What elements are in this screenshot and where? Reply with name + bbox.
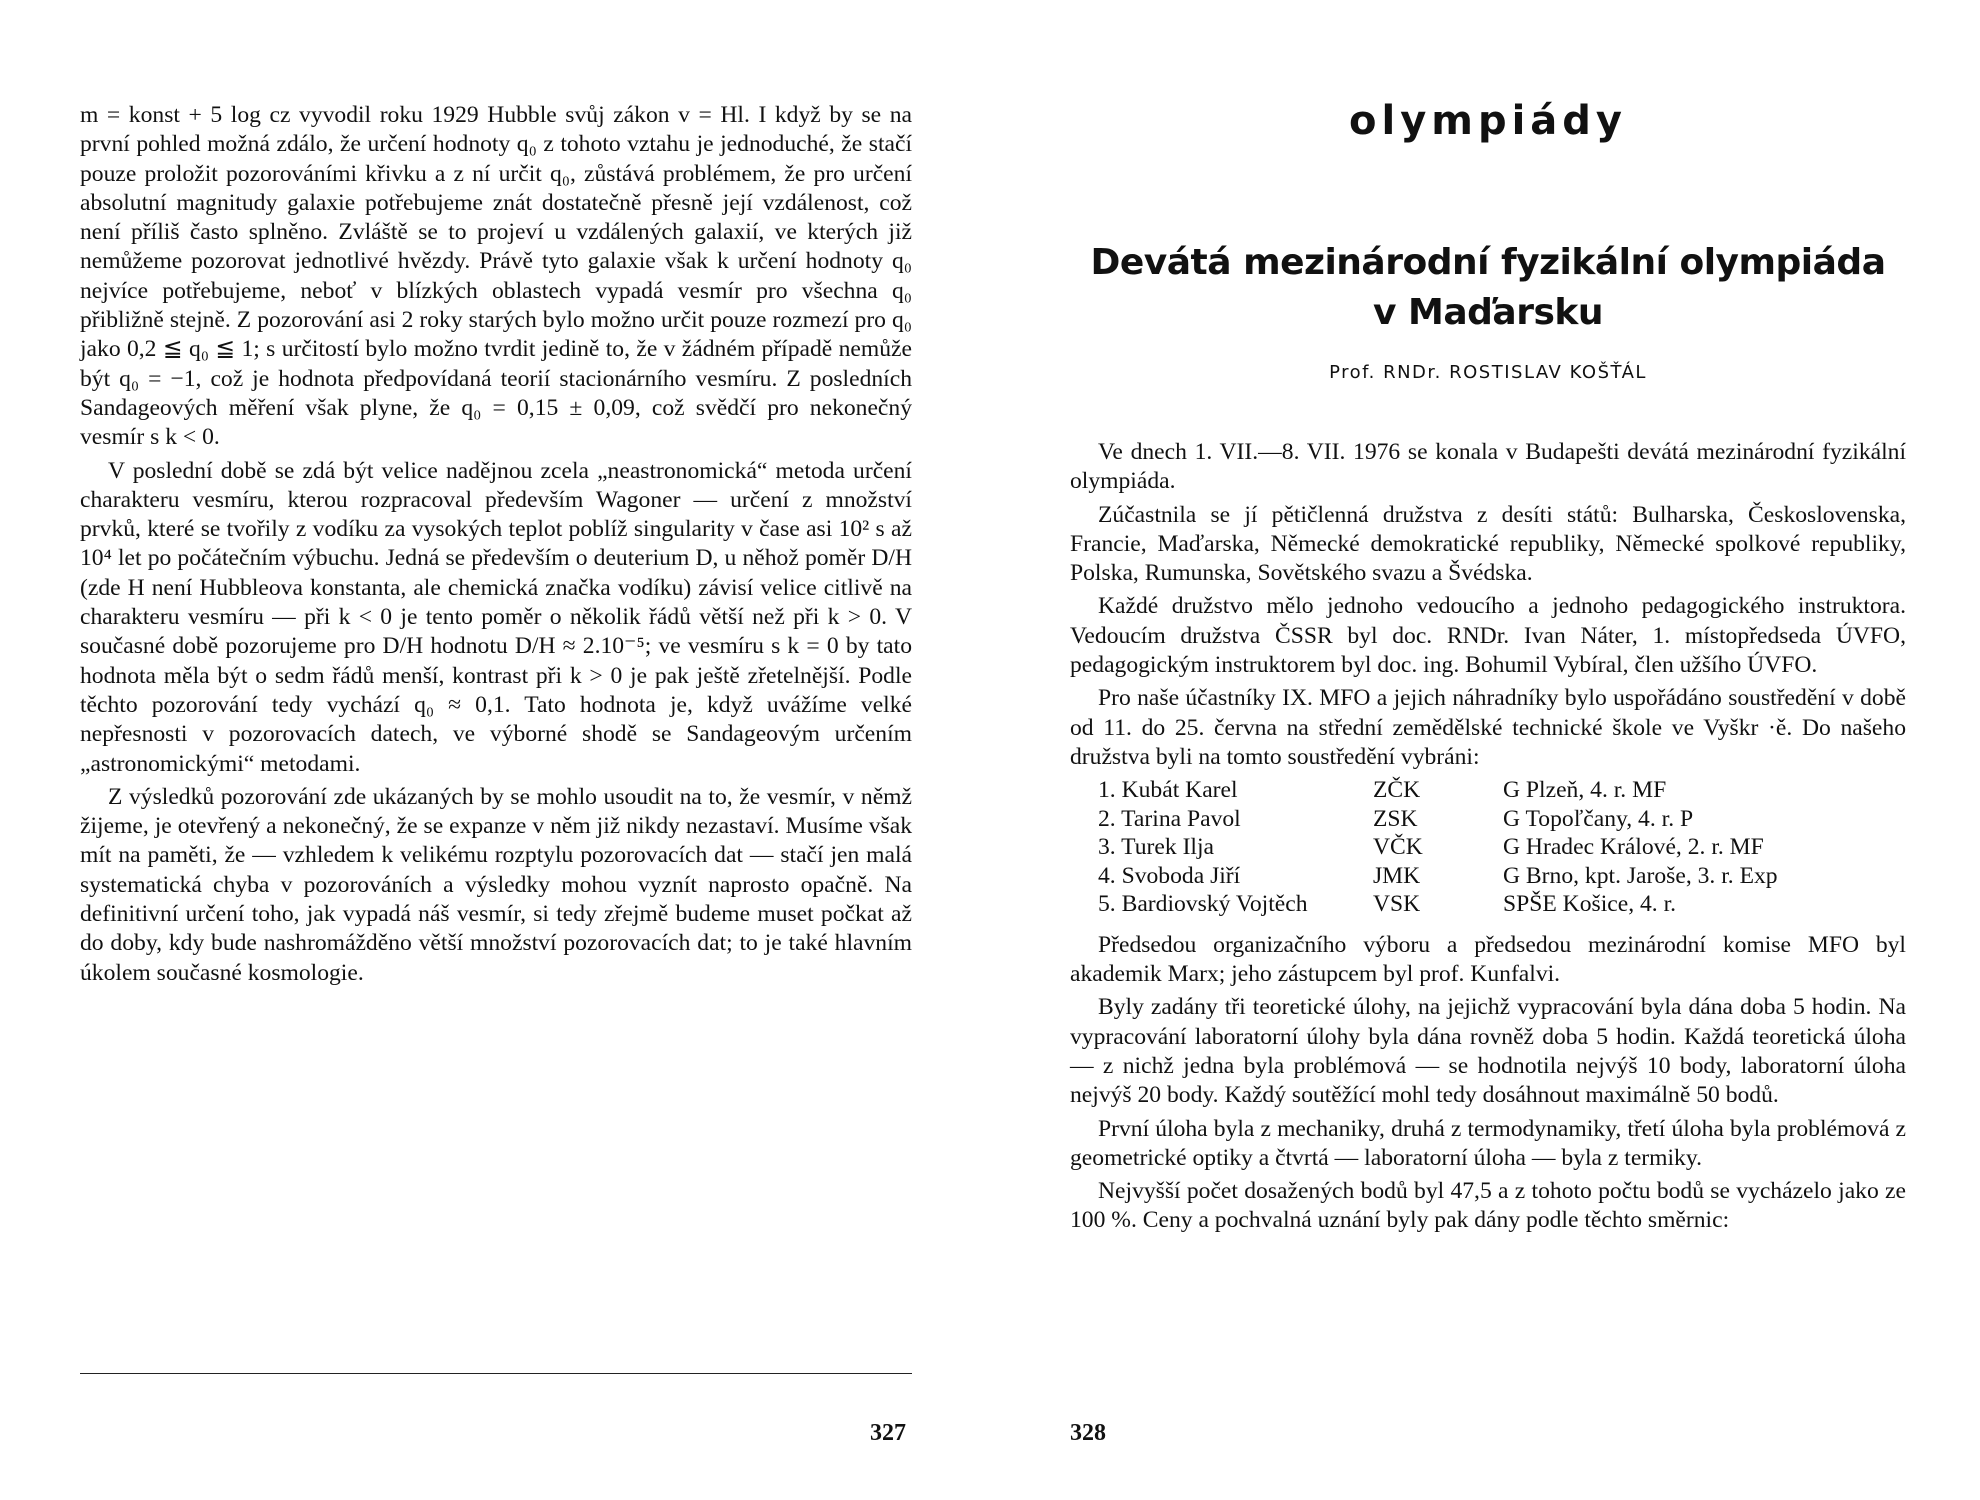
table-row [1098, 890, 1778, 919]
member-name: 1. Kubát Karel [1098, 777, 1238, 804]
article-title [1070, 238, 1906, 338]
team-table [1098, 776, 1778, 919]
member-school: SPŠE Košice, 4. r. [1503, 891, 1677, 918]
author-byline: Prof. RNDr. ROSTISLAV KOŠŤÁL [1329, 362, 1647, 383]
footnote-rule [80, 1373, 912, 1374]
table-row [1098, 776, 1778, 805]
page-number: 327 [870, 1420, 906, 1446]
table-row [1098, 833, 1778, 862]
right-page-text [1070, 438, 1906, 1240]
member-name: 3. Turek Ilja [1098, 834, 1215, 861]
paragraph: Ve dnech 1. VII.—8. VII. 1976 se konala v Budapešti devátá mezinárodní fyzikální olympiáda. [1070, 439, 1906, 495]
left-page-text [80, 101, 912, 992]
paragraph: Pro naše účastníky IX. MFO a jejich náhradníky bylo uspořádáno soustředění v době od 11. do 25. června na střední zemědělské technické škole ve Vyškr ·ě. Do našeho družstva byli na tomto soustředění vybráni: [1070, 685, 1906, 770]
paragraph: Zúčastnila se jí pětičlenná družstva z desíti států: Bulharska, Československa, Francie, Maďarska, Německé demokratické republiky, Německé spolkové republiky, Polska, Rumunska, Sovětského svazu a Švédska. [1070, 501, 1906, 587]
member-region: VČK [1373, 834, 1423, 861]
member-region: JMK [1373, 862, 1421, 889]
member-name: 2. Tarina Pavol [1098, 805, 1241, 832]
member-region: ZČK [1373, 777, 1421, 804]
paragraph: Předsedou organizačního výboru a předsedou mezinárodní komise MFO byl akademik Marx; jeho zástupcem byl prof. Kunfalvi. [1070, 931, 1906, 988]
paragraph: m = konst + 5 log cz vyvodil roku 1929 Hubble svůj zákon v = Hl. I když by se na první pohled možná zdálo, že určení hodnoty q₀ z tohoto vztahu je jednoduché, že stačí pouze proložit pozorováními křivku a z ní určit q₀, zůstává problémem, že pro určení absolutní magnitudy galaxie potřebujeme znát dostatečně přesně její vzdálenost, což není příliš často splněno. Zvláště se to projeví u vzdálených galaxií, ve kterých již nemůžeme pozorovat jednotlivé hvězdy. Právě tyto galaxie však k určení hodnoty q₀ nejvíce potřebujeme, neboť v blízkých oblastech vypadá vesmír pro všechna q₀ přibližně stejně. Z pozorování asi 2 roky starých bylo možno určit pouze rozmezí pro q₀ jako 0,2 ≦ q₀ ≦ 1; s určitostí bylo možno tvrdit jedině to, že v žádném případě nemůže být q₀ = −1, což je hodnota předpovídaná teorií stacionárního vesmíru. Z posledních Sandageových měření však plyne, že q₀ = 0,15 ± 0,09, což svědčí pro nekonečný vesmír s k < 0. [80, 102, 912, 451]
paragraph: Nejvyšší počet dosažených bodů byl 47,5 a z tohoto počtu bodů se vycházelo jako ze 100 %. Ceny a pochvalná uznání byly pak dány podle těchto směrnic: [1070, 1178, 1906, 1234]
paragraph: Byly zadány tři teoretické úlohy, na jejichž vypracování byla dána doba 5 hodin. Na vypracování laboratorní úlohy byla dána rovněž doba 5 hodin. Každá teoretická úloha — z nichž jedna byla problémová — se hodnotila nejvýš 10 body, laboratorní úloha nejvýš 20 body. Každý soutěžící mohl tedy dosáhnout maximálně 50 bodů. [1070, 994, 1906, 1109]
member-region: ZSK [1373, 805, 1418, 832]
title-line: Devátá mezinárodní fyzikální olympiáda [1090, 242, 1886, 283]
member-name: 4. Svoboda Jiří [1098, 862, 1241, 889]
page-number: 328 [1070, 1420, 1106, 1446]
paragraph: V poslední době se zdá být velice nadějnou zcela „neastronomická“ metoda určení charakteru vesmíru, kterou rozpracoval především Wagoner — určení z množství prvků, které se tvořily z vodíku za vysokých teplot poblíž singularity v čase asi 10² s až 10⁴ let po počátečním výbuchu. Jedná se především o deuterium D, u něhož poměr D/H (zde H není Hubbleova konstanta, ale chemická značka vodíku) závisí velice citlivě na charakteru vesmíru — při k < 0 je tento poměr o několik řádů větší než při k > 0. V současné době pozorujeme pro D/H hodnotu D/H ≈ 2.10⁻⁵; ve vesmíru s k = 0 by tato hodnota měla být o sedm řádů menší, kontrast při k > 0 je pak ještě zřetelnější. Podle těchto pozorování tedy vychází q₀ ≈ 0,1. Tato hodnota je, když uvážíme velké nepřesnosti v pozorovacích datech, ve výborné shodě se Sandageovým určením „astronomickými“ metodami. [80, 457, 912, 777]
member-school: G Plzeň, 4. r. MF [1503, 777, 1667, 804]
paragraph: První úloha byla z mechaniky, druhá z termodynamiky, třetí úloha byla problémová z geometrické optiky a čtvrtá — laboratorní úloha — byla z termiky. [1070, 1115, 1906, 1171]
table-row [1098, 805, 1778, 834]
paragraph: Každé družstvo mělo jednoho vedoucího a jednoho pedagogického instruktora. Vedoucím družstva ČSSR byl doc. RNDr. Ivan Náter, 1. místopředseda ÚVFO, pedagogickým instruktorem byl doc. ing. Bohumil Vybíral, člen užšího ÚVFO. [1070, 593, 1906, 679]
member-school: G Topoľčany, 4. r. P [1503, 805, 1694, 832]
paragraph: Z výsledků pozorování zde ukázaných by se mohlo usoudit na to, že vesmír, v němž žijeme, je otevřený a nekonečný, že se expanze v něm již nikdy nezastaví. Musíme však mít na paměti, že — vzhledem k velikému rozptylu pozorovacích dat — stačí jen malá systematická chyba v pozorováních a výsledky mohou vyznít naprosto opačně. Na definitivní určení toho, jak vypadá náš vesmír, si tedy zřejmě budeme muset počkat až do doby, kdy bude nashromážděno větší množství pozorovacích dat; to je také hlavním úkolem současné kosmologie. [80, 783, 912, 986]
member-school: G Brno, kpt. Jaroše, 3. r. Exp [1503, 862, 1778, 889]
member-school: G Hradec Králové, 2. r. MF [1503, 834, 1764, 861]
member-region: VSK [1373, 891, 1421, 918]
table-row [1098, 862, 1778, 891]
section-heading: olympiády [1349, 98, 1627, 144]
right-page [990, 0, 1980, 1500]
member-name: 5. Bardiovský Vojtěch [1098, 891, 1308, 918]
title-line: v Maďarsku [1373, 292, 1603, 333]
